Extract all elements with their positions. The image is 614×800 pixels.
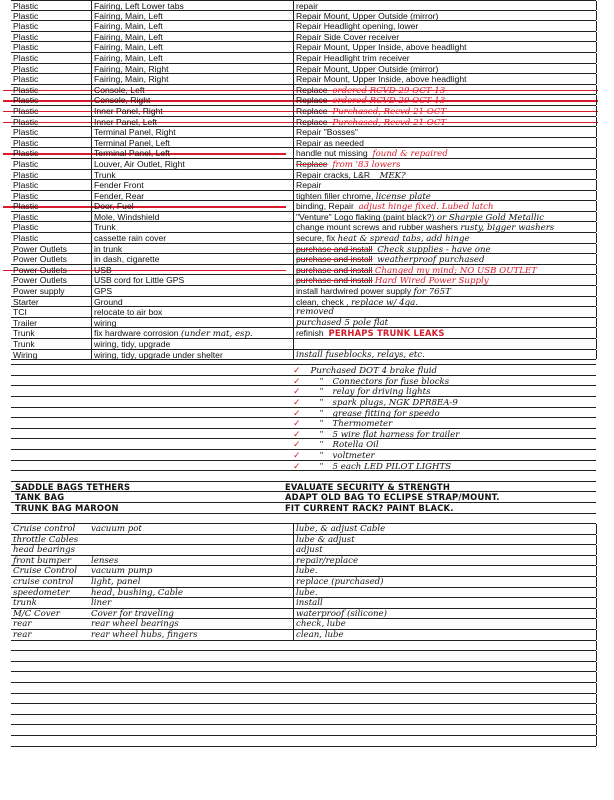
- table-row: [11, 21, 596, 32]
- category-cell: head bearings: [13, 545, 75, 556]
- item-cell: rear wheel bearings: [91, 619, 179, 630]
- table-row: [11, 275, 596, 286]
- action-cell: [293, 339, 599, 349]
- table-row: [11, 598, 596, 609]
- category-cell: Plastic: [13, 116, 39, 127]
- category-cell: Trunk: [13, 339, 35, 349]
- table-row: [11, 85, 596, 96]
- action-cell: refinish PERHAPS TRUNK LEAKS: [293, 328, 599, 338]
- table-row: [11, 244, 596, 255]
- table-row: [11, 32, 596, 43]
- blank-row: [11, 514, 596, 525]
- item-cell: Fairing, Main, Right: [91, 64, 296, 74]
- handwritten-note: heat & spread tabs, add hinge: [337, 234, 470, 245]
- action-cell: repair: [293, 1, 599, 10]
- category-cell: Plastic: [13, 10, 39, 21]
- item-cell: liner: [91, 598, 112, 609]
- handwritten-note: weatherproof purchased: [377, 255, 485, 266]
- table-row: [11, 117, 596, 128]
- item-cell: Fairing, Main, Right: [91, 74, 296, 84]
- action-cell: adjust: [293, 545, 599, 555]
- item-cell: Terminal Panel, Left: [91, 138, 296, 148]
- blank-row: [11, 715, 596, 726]
- category-cell: Power Outlets: [13, 243, 67, 254]
- blank-row: [11, 471, 596, 482]
- table-row: [11, 0, 596, 11]
- table-row: [11, 545, 596, 556]
- item-cell: Mole, Windshield: [91, 212, 296, 222]
- category-cell: TCI: [13, 307, 27, 318]
- category-cell: Plastic: [13, 31, 39, 42]
- item-cell: Fairing, Main, Left: [91, 32, 296, 42]
- table-row: [11, 503, 596, 514]
- action-cell: Repair Headlight trim receiver: [293, 53, 599, 63]
- action-cell: Repair Mount, Upper Outside (mirror): [293, 11, 599, 21]
- item-cell: lenses: [91, 555, 119, 566]
- action-cell: FIT CURRENT RACK? PAINT BLACK.: [285, 502, 454, 513]
- category-cell: cruise control: [13, 577, 74, 588]
- action-cell: waterproof (silicone): [293, 609, 599, 619]
- category-cell: Plastic: [13, 222, 39, 233]
- handwritten-note: ordered RCVD 29 OCT 13: [332, 85, 446, 96]
- action-cell: Repair Mount, Upper Inside, above headlight: [293, 42, 599, 52]
- handwritten-note: ordered RCVD 29 OCT 13: [332, 96, 446, 107]
- action-cell: lube.: [293, 566, 599, 576]
- list-item: ✓ " 5 wire flat harness for trailer: [11, 429, 596, 440]
- table-row: [11, 286, 596, 297]
- item-cell: Trunk: [91, 170, 296, 180]
- table-row: [11, 588, 596, 599]
- item-cell: Fairing, Main, Left: [91, 21, 296, 31]
- table-row: [11, 350, 596, 361]
- list-item: ✓ " 5 each LED PILOT LIGHTS: [11, 461, 596, 472]
- item-cell: vacuum pump: [91, 566, 153, 577]
- action-cell: Repair Mount, Upper Inside, above headlight: [293, 74, 599, 84]
- action-cell: tighten filler chrome, license plate: [293, 191, 599, 201]
- blank-row: [11, 725, 596, 736]
- item-cell: USB: [91, 265, 296, 275]
- item-cell: Terminal Panel, Left: [91, 148, 296, 158]
- action-cell: lube, & adjust Cable: [293, 524, 599, 534]
- table-row: [11, 339, 596, 350]
- item-cell: Fairing, Main, Left: [91, 53, 296, 63]
- category-cell: Plastic: [13, 190, 39, 201]
- list-item: ✓ " Thermometer: [11, 418, 596, 429]
- table-row: [11, 127, 596, 138]
- item-cell: Console, Left: [91, 85, 296, 95]
- category-cell: Plastic: [13, 137, 39, 148]
- item-cell: light, panel: [91, 577, 141, 588]
- blank-row: [11, 672, 596, 683]
- list-item: ✓ " Connectors for fuse blocks: [11, 376, 596, 387]
- item-cell: in dash, cigarette: [91, 254, 296, 264]
- table-row: [11, 524, 596, 535]
- table-row: [11, 566, 596, 577]
- handwritten-note: found & repaired: [372, 149, 448, 160]
- category-cell: speedometer: [13, 587, 70, 598]
- item-cell: wiring, tidy, upgrade: [91, 339, 296, 349]
- handwritten-note: Purchased, Recvd 21 OCT: [332, 106, 447, 117]
- category-cell: Plastic: [13, 63, 39, 74]
- category-cell: Power Outlets: [13, 254, 67, 265]
- category-cell: Plastic: [13, 233, 39, 244]
- handwritten-note: Hard Wired Power Supply: [374, 276, 489, 287]
- handwritten-note: MEK?: [379, 170, 406, 181]
- action-cell: purchase and install Changed my mind; NO USB OUTLET: [293, 265, 599, 275]
- list-item: ✓ " spark plugs, NGK DPR8EA-9: [11, 397, 596, 408]
- table-row: [11, 95, 596, 106]
- action-cell: "Venture" Logo flaking (paint black?) or Sharpie Gold Metallic: [293, 212, 599, 222]
- table-row: [11, 74, 596, 85]
- table-row: [11, 53, 596, 64]
- item-cell: rear wheel hubs, fingers: [91, 630, 198, 641]
- item-cell: wiring: [91, 318, 296, 328]
- table-row: [11, 535, 596, 546]
- action-cell: Replace Purchased, Recvd 21 OCT: [293, 117, 599, 127]
- table-row: [11, 609, 596, 620]
- category-cell: rear: [13, 619, 32, 630]
- item-cell: vacuum pot: [91, 524, 142, 535]
- table-row: [11, 159, 596, 170]
- item-cell: Fender, Rear: [91, 191, 296, 201]
- category-cell: Plastic: [13, 158, 39, 169]
- category-cell: Plastic: [13, 201, 39, 212]
- action-cell: secure, fix heat & spread tabs, add hinge: [293, 233, 599, 243]
- action-cell: Repair Side Cover receiver: [293, 32, 599, 42]
- blank-row: [11, 662, 596, 673]
- table-row: [11, 201, 596, 212]
- item-cell: Trunk: [91, 222, 296, 232]
- category-cell: Power supply: [13, 286, 65, 297]
- item-cell: Fender Front: [91, 180, 296, 190]
- action-cell: change mount screws and rubber washers rusty, bigger washers: [293, 222, 599, 232]
- action-cell: install: [293, 598, 599, 608]
- item-cell: Terminal Panel, Right: [91, 127, 296, 137]
- table-row: [11, 222, 596, 233]
- action-cell: install hardwired power supply for 765T: [293, 286, 599, 296]
- category-cell: rear: [13, 630, 32, 641]
- blank-row: [11, 694, 596, 705]
- action-cell: Replace Purchased, Recvd 21 OCT: [293, 106, 599, 116]
- item-cell: Louver, Air Outlet, Right: [91, 159, 296, 169]
- blank-row: [11, 704, 596, 715]
- category-cell: Power Outlets: [13, 264, 67, 275]
- table-row: [11, 180, 596, 191]
- category-cell: Plastic: [13, 95, 39, 106]
- list-item: ✓ Purchased DOT 4 brake fluid: [11, 365, 596, 376]
- action-cell: handle nut missing found & repaired: [293, 148, 599, 158]
- action-cell: lube & adjust: [293, 535, 599, 545]
- spreadsheet: [11, 0, 596, 747]
- category-cell: Plastic: [13, 42, 39, 53]
- item-cell: Ground: [91, 297, 296, 307]
- action-cell: ADAPT OLD BAG TO ECLIPSE STRAP/MOUNT.: [285, 492, 500, 503]
- action-cell: purchase and install Hard Wired Power Supply: [293, 275, 599, 285]
- category-cell: Starter: [13, 296, 39, 307]
- action-cell: repair/replace: [293, 556, 599, 566]
- item-cell: Fairing, Main, Left: [91, 11, 296, 21]
- category-cell: Plastic: [13, 148, 39, 159]
- list-item: ✓ " voltmeter: [11, 450, 596, 461]
- item-cell: Fairing, Left Lower tabs: [91, 1, 296, 10]
- action-cell: Repair: [293, 180, 599, 190]
- action-cell: Replace from '83 lowers: [293, 159, 599, 169]
- item-cell: TRUNK BAG MAROON: [15, 502, 119, 513]
- item-cell: SADDLE BAGS TETHERS: [15, 481, 131, 492]
- table-row: [11, 630, 596, 641]
- action-cell: clean, check , replace w/ 4ga.: [293, 297, 599, 307]
- category-cell: Plastic: [13, 180, 39, 191]
- category-cell: front bumper: [13, 555, 72, 566]
- item-cell: Inner Panel, Right: [91, 106, 296, 116]
- action-cell: Replace ordered RCVD 29 OCT 13: [293, 85, 599, 95]
- category-cell: Plastic: [13, 74, 39, 85]
- table-row: [11, 318, 596, 329]
- category-cell: throttle Cables: [13, 534, 79, 545]
- blank-row: [11, 736, 596, 747]
- handwritten-note: replace w/ 4ga.: [350, 297, 418, 308]
- table-row: [11, 42, 596, 53]
- item-cell: head, bushing, Cable: [91, 587, 183, 598]
- action-cell: purchase and install Check supplies - have one: [293, 244, 599, 254]
- action-cell: Replace ordered RCVD 29 OCT 13: [293, 95, 599, 105]
- action-cell: Repair Mount, Upper Outside (mirror): [293, 64, 599, 74]
- item-cell: Inner Panel, Left: [91, 117, 296, 127]
- action-cell: binding, Repair adjust hinge fixed. Lubed latch: [293, 201, 599, 211]
- blank-row: [11, 641, 596, 652]
- category-cell: Trailer: [13, 317, 38, 328]
- category-cell: Cruise Control: [13, 566, 77, 577]
- blank-row: [11, 683, 596, 694]
- handwritten-note: or Sharpie Gold Metallic: [436, 212, 545, 223]
- item-cell: Fairing, Main, Left: [91, 42, 296, 52]
- table-row: [11, 265, 596, 276]
- category-cell: trunk: [13, 598, 37, 609]
- handwritten-note: from '83 lowers: [332, 159, 401, 170]
- item-cell: in trunk: [91, 244, 296, 254]
- table-row: [11, 138, 596, 149]
- item-cell: cassette rain cover: [91, 233, 296, 243]
- item-cell: Console, Right: [91, 95, 296, 105]
- category-cell: Plastic: [13, 127, 39, 138]
- action-cell: lube.: [293, 588, 599, 598]
- category-cell: Plastic: [13, 169, 39, 180]
- table-row: [11, 191, 596, 202]
- handwritten-note: license plate: [375, 191, 431, 202]
- table-row: [11, 11, 596, 22]
- handwritten-note: for 765T: [413, 287, 451, 298]
- item-cell: TANK BAG: [15, 492, 65, 503]
- action-cell: clean, lube: [293, 630, 599, 640]
- action-cell: check, lube: [293, 619, 599, 629]
- category-cell: Plastic: [13, 84, 39, 95]
- action-cell: replace (purchased): [293, 577, 599, 587]
- category-cell: M/C Cover: [13, 608, 60, 619]
- table-row: [11, 307, 596, 318]
- action-cell: Repair as needed: [293, 138, 599, 148]
- table-row: [11, 492, 596, 503]
- table-row: [11, 328, 596, 339]
- handwritten-note: Check supplies - have one: [377, 244, 491, 255]
- list-item: ✓ " Rotella Oil: [11, 439, 596, 450]
- category-cell: Plastic: [13, 211, 39, 222]
- item-cell: relocate to air box: [91, 307, 296, 317]
- handwritten-note: adjust hinge fixed. Lubed latch: [358, 202, 494, 213]
- item-cell: Door, Fuel: [91, 201, 296, 211]
- table-row: [11, 170, 596, 181]
- action-cell: Repair Headlight opening, lower: [293, 21, 599, 31]
- blank-row: [11, 651, 596, 662]
- table-row: [11, 619, 596, 630]
- table-row: [11, 212, 596, 223]
- table-row: [11, 106, 596, 117]
- handwritten-note: Purchased, Recvd 21 OCT: [332, 117, 447, 128]
- table-row: [11, 482, 596, 493]
- table-row: [11, 577, 596, 588]
- item-cell: USB cord for Little GPS: [91, 275, 296, 285]
- handwritten-note: (under mat, esp.: [180, 329, 253, 340]
- handwritten-note: purchased 5 pole flat: [293, 318, 599, 328]
- handwritten-note: removed: [293, 307, 599, 317]
- category-cell: Plastic: [13, 52, 39, 63]
- action-cell: Repair "Bosses": [293, 127, 599, 137]
- list-item: ✓ " grease fitting for speedo: [11, 408, 596, 419]
- category-cell: Wiring: [13, 349, 38, 360]
- item-cell: fix hardware corrosion (under mat, esp.: [91, 328, 296, 338]
- category-cell: Plastic: [13, 105, 39, 116]
- handwritten-note: rusty, bigger washers: [460, 223, 555, 234]
- handwritten-note: Changed my mind; NO USB OUTLET: [374, 265, 537, 276]
- category-cell: Trunk: [13, 328, 35, 339]
- list-item: ✓ " relay for driving lights: [11, 386, 596, 397]
- category-cell: Power Outlets: [13, 275, 67, 286]
- category-cell: Plastic: [13, 21, 39, 32]
- item-cell: wiring, tidy, upgrade under shelter: [91, 350, 296, 360]
- category-cell: Cruise control: [13, 524, 76, 535]
- table-row: [11, 233, 596, 244]
- action-cell: EVALUATE SECURITY & STRENGTH: [285, 481, 451, 492]
- table-row: [11, 64, 596, 75]
- table-row: [11, 556, 596, 567]
- action-cell: Repair cracks, L&R MEK?: [293, 170, 599, 180]
- category-cell: Plastic: [13, 1, 39, 11]
- table-row: [11, 254, 596, 265]
- action-cell: purchase and install weatherproof purchased: [293, 254, 599, 264]
- table-row: [11, 297, 596, 308]
- table-row: [11, 148, 596, 159]
- handwritten-note: PERHAPS TRUNK LEAKS: [328, 328, 445, 339]
- item-cell: Cover for traveling: [91, 608, 174, 619]
- handwritten-note: install fuseblocks, relays, etc.: [293, 350, 599, 360]
- item-cell: GPS: [91, 286, 296, 296]
